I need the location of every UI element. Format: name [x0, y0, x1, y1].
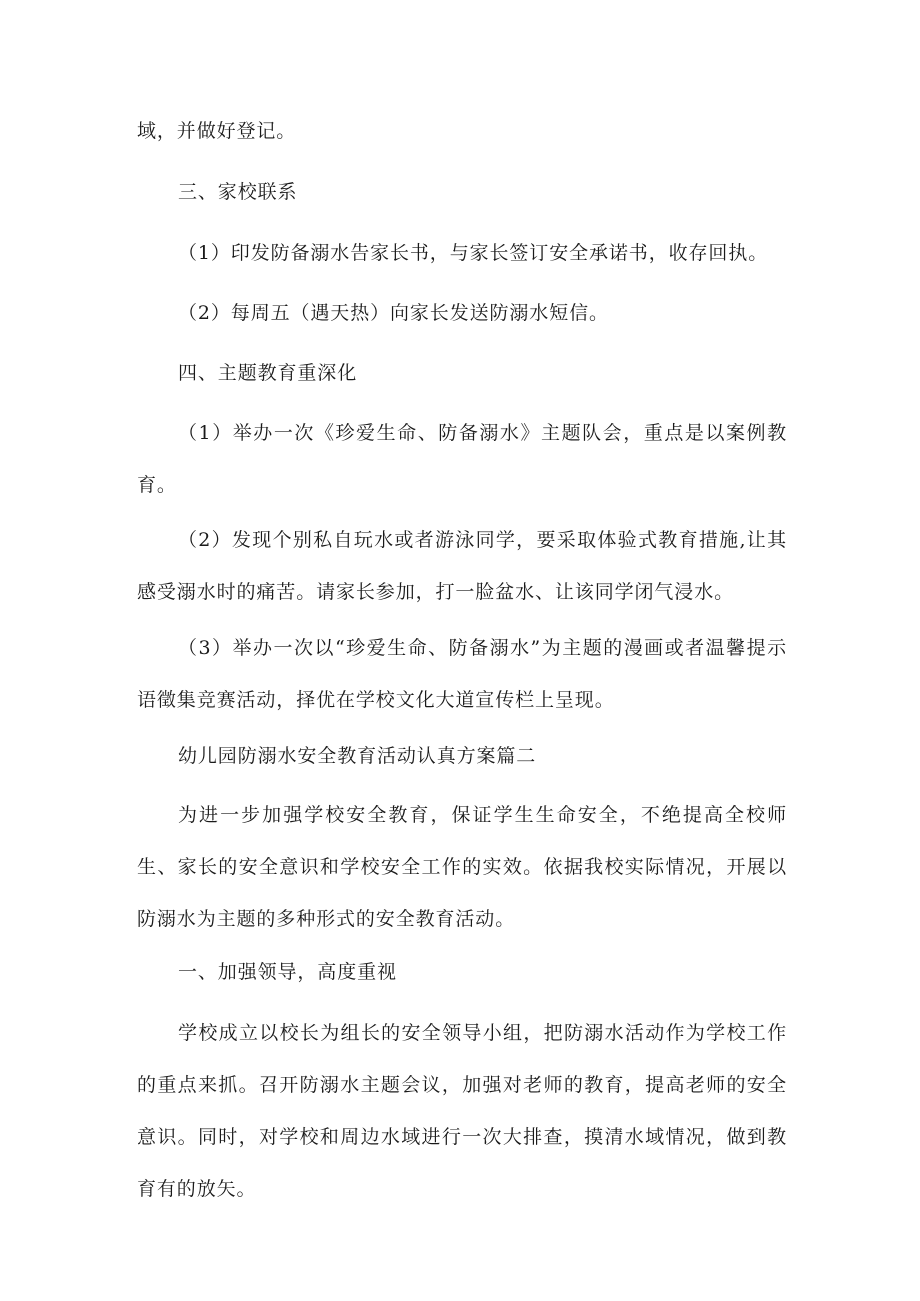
- list-item: （2）发现个别私自玩水或者游泳同学，要采取体验式教育措施,让其感受溺水时的痛苦。请家长参加，打一脸盆水、让该同学闭气浸水。: [137, 529, 787, 603]
- list-item: （1）举办一次《珍爱生命、防备溺水》主题队会，重点是以案例教育。: [137, 422, 787, 496]
- section-heading-leadership: 一、加强领导，高度重视: [178, 961, 397, 983]
- list-item: （3）举办一次以“珍爱生命、防备溺水”为主题的漫画或者温馨提示语徵集竞赛活动，择优在学校文化大道宣传栏上呈现。: [137, 637, 787, 711]
- section-title-plan-two: 幼儿园防溺水安全教育活动认真方案篇二: [178, 745, 537, 767]
- section-heading-home-school: 三、家校联系: [178, 181, 298, 203]
- paragraph-continuation: 域，并做好登记。: [137, 120, 297, 142]
- section-heading-theme-education: 四、主题教育重深化: [178, 362, 358, 384]
- list-item: （2）每周五（遇天热）向家长发送防溺水短信。: [178, 302, 609, 324]
- body-paragraph: 为进一步加强学校安全教育，保证学生生命安全，不绝提高全校师生、家长的安全意识和学校安全工作的实效。依据我校实际情况，开展以防溺水为主题的多种形式的安全教育活动。: [137, 804, 787, 930]
- list-item: （1）印发防备溺水告家长书，与家长签订安全承诺书，收存回执。: [178, 242, 769, 264]
- body-paragraph: 学校成立以校长为组长的安全领导小组，把防溺水活动作为学校工作的重点来抓。召开防溺水主题会议，加强对老师的教育，提高老师的安全意识。同时，对学校和周边水域进行一次大排查，摸清水域情况，做到教育有的放矢。: [137, 1022, 787, 1200]
